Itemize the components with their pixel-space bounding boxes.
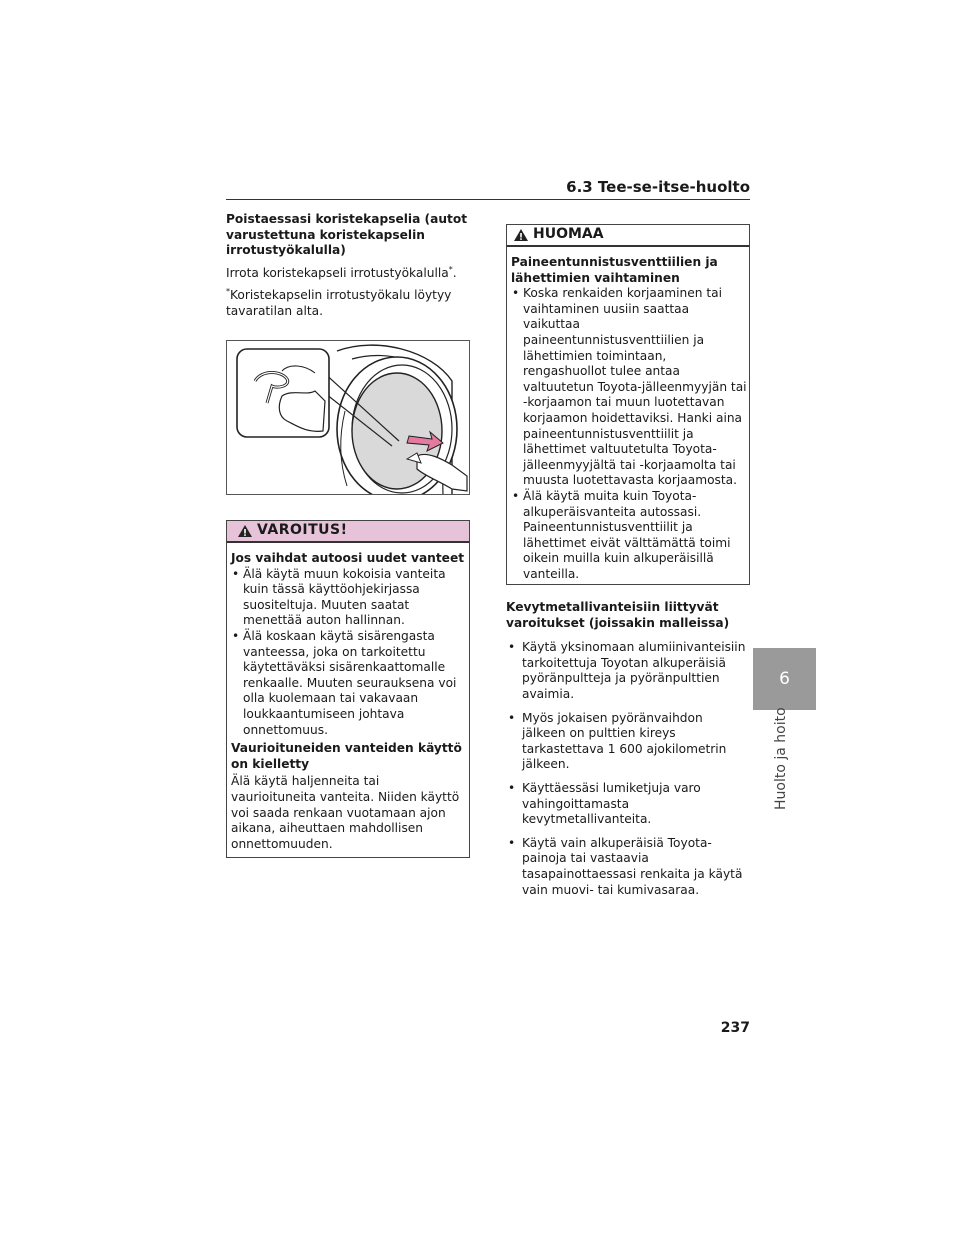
removal-heading: Poistaessasi koristekapselia (autot varustettuna koristekapselin irrotustyökalulla) [226,212,468,258]
notice-header [507,225,749,247]
left-column [226,212,470,320]
illustration-drawing [227,341,470,495]
warning-header [227,521,469,543]
alloy-item-3: • Käyttäessäsi lumiketjuja varo vahingoittamasta kevytmetallivanteita. [506,781,750,828]
removal-instruction [226,266,470,282]
warning-box [226,520,470,858]
chapter-title: Huolto ja hoito [773,707,789,810]
alloy-item-1: • Käytä yksinomaan alumiinivanteisiin tarkoitettuja Toyotan alkuperäisiä pyöränpultteja ja pyöränpulttien avaimia. [506,640,750,702]
instruction-end: . [452,265,457,280]
alloy-item-4: • Käytä vain alkuperäisiä Toyota-painoja tai vastaavia tasapainottaessasi renkaita ja käytä vain muovi- tai kumivasaraa. [506,836,750,898]
notice-body [507,247,749,582]
notice-list [511,286,747,582]
warning-triangle-icon [237,524,253,538]
notice-heading: Paineentunnistusventtiilien ja lähettimien vaihtaminen [511,255,718,285]
footnote [226,288,470,319]
chapter-tab: 6 [753,648,816,710]
header-rule [226,199,750,200]
right-column [506,600,750,906]
footnote-mark: * [226,287,230,297]
notice-triangle-icon [513,228,529,242]
alloy-heading: Kevytmetallivanteisiin liittyvät varoitukset (joissakin malleissa) [506,600,730,630]
instruction-footnote-mark: * [448,264,453,274]
footnote-text: Koristekapselin irrotustyökalu löytyy tavaratilan alta. [226,288,452,318]
warning-list [231,567,467,739]
notice-title: HUOMAA [533,226,604,243]
alloy-list [506,640,750,898]
warning-heading-damaged: Vaurioituneiden vanteiden käyttö on kielletty [231,741,462,771]
notice-item-2: • Älä käytä muita kuin Toyota-alkuperäisvanteita autossasi. Paineentunnistusventtiilit ja lähettimet eivät välttämättä toimi oikein muilla kuin alkuperäisillä vanteilla. [511,489,747,583]
alloy-item-2: • Myös jokaisen pyöränvaihdon jälkeen on pulttien kireys tarkastettava 1 600 ajokilometrin jälkeen. [506,711,750,773]
chapter-title-container [757,707,813,818]
instruction-text: Irrota koristekapseli irrotustyökalulla [226,265,449,280]
section-header: 6.3 Tee-se-itse-huolto [566,178,750,196]
page-number: 237 [720,1020,750,1036]
warning-item-2: • Älä koskaan käytä sisärengasta vanteessa, joka on tarkoitettu käytettäväksi sisärenkaattomalle renkaalle. Muuten seurauksena voi olla kuolemaan tai vakavaan loukkaantumiseen johtava onnettomuus. [231,629,467,738]
hubcap-removal-illustration [226,340,470,495]
warning-body [227,543,469,852]
warning-heading-rims: Jos vaihdat autoosi uudet vanteet [231,551,465,565]
notice-box [506,224,750,585]
warning-title: VAROITUS! [257,522,348,539]
warning-damaged-text: Älä käytä haljenneita tai vaurioituneita vanteita. Niiden käyttö voi saada renkaan vuotamaan ajon aikana, aiheuttaen mahdollisen onnettomuuden. [231,774,460,851]
notice-item-1: • Koska renkaiden korjaaminen tai vaihtaminen uusiin saattaa vaikuttaa paineentunnistusventtiilien ja lähettimien toimintaan, rengashuollot tulee antaa valtuutetun Toyota-jälleenmyyjän tai -korjaamon tai muun luotettavan korjaamon hoidettaviksi. Hanki aina paineentunnistusventtiilit ja lähettimet valtuutetulta Toyota-jälleenmyyjältä tai -korjaamolta tai muusta luotettavasta korjaamosta. [511,286,747,489]
warning-item-1: • Älä käytä muun kokoisia vanteita kuin tässä käyttöohjekirjassa suositeltuja. Muuten saatat menettää auton hallinnan. [231,567,467,629]
